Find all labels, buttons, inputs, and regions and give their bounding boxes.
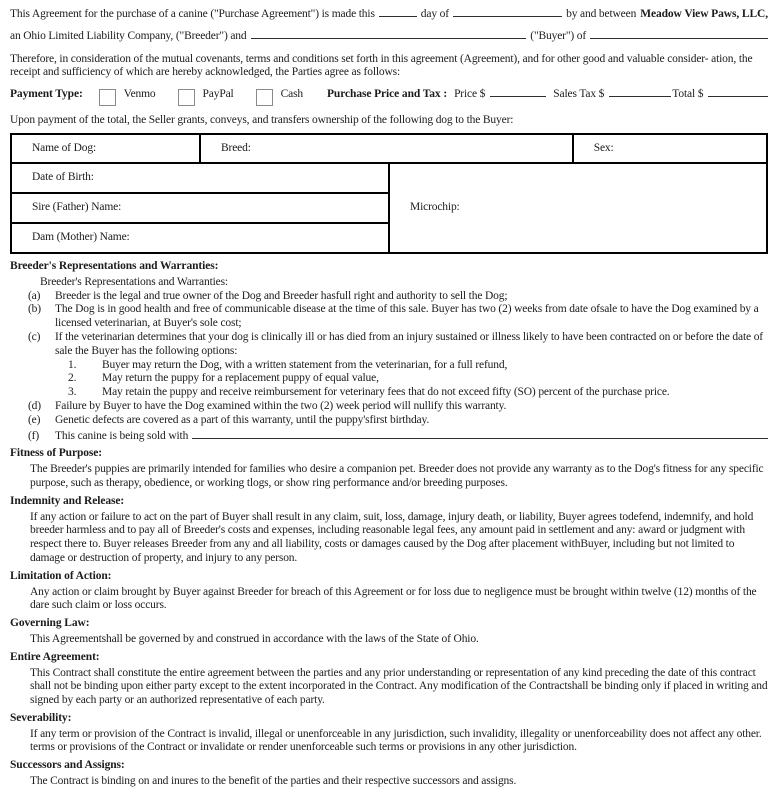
name-of-dog-label: Name of Dog: [32,141,96,154]
section-severability-heading: Severability: [10,711,72,724]
sales-tax-blank[interactable] [609,86,671,97]
section-limitation-heading: Limitation of Action: [10,569,112,582]
payment-type-row [10,86,768,108]
paypal-checkbox[interactable] [178,89,195,106]
warranty-item-b [28,303,768,331]
option-3-label: 3. [68,386,77,399]
buyer-name-blank[interactable] [251,28,527,39]
warranty-option-1 [68,359,768,373]
section-severability-body: If any term or provision of the Contract is invalid, illegal or unenforceable in any jurisdiction, such invalidity, illegality or unenforceability does not affect any other. terms or provisions of the Contract or invalidate or render unenforceable such terms or provisions in any other jurisdiction. [30,727,762,754]
total-blank[interactable] [708,86,768,97]
section-governing-law-heading: Governing Law: [10,617,90,630]
section-entire-agreement-body: This Contract shall constitute the entire agreement between the parties and any prior understanding or representation of any kind preceding the date of this contract shall not be binding upon either party except to the extent incorporated in the Contract. Any modification of the Contractshall be binding only if placed in writing and signed by each party or an authorized representative of each party. [30,666,768,707]
microchip-cell[interactable] [389,163,767,253]
item-e-text: Genetic defects are covered as a part of this warranty, until the puppy'sfirst birthday. [55,413,430,426]
breed-cell[interactable] [200,134,573,163]
warranty-item-c [28,331,768,359]
breed-label: Breed: [221,141,251,154]
date-of-birth-label: Date of Birth: [32,171,94,184]
day-of-label: day of [420,8,449,20]
intro-text-1: This Agreement for the purchase of a canine ("Purchase Agreement") is made this [10,8,375,20]
paypal-label: PayPal [202,88,234,101]
section-indemnity-body: If any action or failure to act on the part of Buyer shall result in any claim, suit, loss, damage, injury death, or liability, Buyer agrees todefend, indemnify, and hold breeder harmless and to pay all of Breeder's costs and expenses, including reasonable legal fees, any amount paid in settlement and any: award or judgment with respect there to. Buyer releases Breeder from any and all liability, costs or damages caused by the Dog after placement withBuyer, including but not limited to damage or destruction of property, and injury to any person. [30,510,754,564]
item-c-label: (c) [28,330,41,343]
section-fitness-heading: Fitness of Purpose: [10,447,103,460]
month-blank[interactable] [453,6,562,17]
dam-cell[interactable] [11,223,389,253]
price-blank[interactable] [490,86,546,97]
item-c-text: If the veterinarian determines that your dog is clinically ill or has died from an injury sustained or illness likely to have been contracted on or before the date of sale the Buyer has the following options: [55,330,763,357]
transfer-line: Upon payment of the total, the Seller grants, conveys, and transfers ownership of the following dog to the Buyer: [10,114,514,127]
section-successors-heading: Successors and Assigns: [10,759,125,772]
microchip-label: Microchip: [410,201,460,214]
section-entire-agreement-heading: Entire Agreement: [10,650,100,663]
warranty-item-a [28,290,768,304]
warranty-option-2 [68,372,768,386]
sire-cell[interactable] [11,193,389,223]
date-of-birth-cell[interactable] [11,163,389,193]
item-f-text: This canine is being sold with [55,429,189,442]
company-name: Meadow View Paws, LLC, [640,8,768,20]
warranty-item-f [28,428,768,444]
sex-cell[interactable] [573,134,767,163]
purchase-price-heading: Purchase Price and Tax : [327,88,448,101]
venmo-label: Venmo [123,88,156,101]
item-b-label: (b) [28,303,41,316]
sales-tax-label: Sales Tax $ [553,88,605,101]
option-2-text: May return the puppy for a replacement puppy of equal value, [102,372,379,385]
option-1-text: Buyer may return the Dog, with a written statement from the veterinarian, for a full refund, [102,358,508,371]
item-f-label: (f) [28,429,40,442]
item-a-label: (a) [28,289,41,302]
sex-label: Sex: [593,141,614,154]
section-limitation-body: Any action or claim brought by Buyer against Breeder for breach of this Agreement or for loss due to negligence must be brought within twelve (12) months of the dare such claim or loss occurs. [30,585,757,612]
buyer-address-blank[interactable] [590,28,768,39]
name-of-dog-cell[interactable] [11,134,200,163]
total-label: Total $ [672,88,704,101]
warranties-heading: Breeder's Representations and Warranties: [10,259,219,272]
price-label: Price $ [454,88,486,101]
sold-with-blank[interactable] [192,428,768,439]
item-d-label: (d) [28,399,41,412]
item-b-text: The Dog is in good health and free of communicable disease at the time of this sale. Buyer has two (2) weeks from date ofsale to have the Dog examined by a licensed veterinarian, at Buyer's sole cost; [55,303,759,330]
option-1-label: 1. [68,358,77,371]
venmo-checkbox[interactable] [99,89,116,106]
option-2-label: 2. [68,372,77,385]
dam-label: Dam (Mother) Name: [32,231,130,244]
warranty-item-d [28,400,768,414]
item-a-text: Breeder is the legal and true owner of the Dog and Breeder hasfull right and authority to sell the Dog; [55,289,508,302]
sire-label: Sire (Father) Name: [32,201,122,214]
section-successors-body: The Contract is binding on and inures to the benefit of the parties and their respective successors and assigns. [30,775,517,788]
intro-line-2 [10,28,768,44]
section-indemnity-heading: Indemnity and Release: [10,494,125,507]
by-and-between-label: by and between [566,8,637,20]
warranty-item-e [28,414,768,428]
payment-type-label: Payment Type: [10,88,83,101]
cash-checkbox[interactable] [256,89,273,106]
day-number-blank[interactable] [379,6,417,17]
warranties-subheading: Breeder's Representations and Warranties: [40,275,228,288]
dog-info-table [10,133,768,254]
intro-text-2: an Ohio Limited Liability Company, ("Breeder") and [10,29,247,42]
section-fitness-body: The Breeder's puppies are primarily intended for families who desire a companion pet. Breeder does not provide any warranty as to the Dog's fitness for any specific purpose, such as therapy, obedience, or working tlogs, or show ring performance and/or breeding purposes. [30,463,764,489]
buyer-of-label: ("Buyer") of [530,29,587,42]
option-3-text: May retain the puppy and receive reimbursement for veterinary fees that do not exceed fifty (SO) percent of the purchase price. [102,386,670,399]
intro-line-1 [10,6,768,22]
item-d-text: Failure by Buyer to have the Dog examined within the two (2) week period will nullify this warranty. [55,399,507,412]
consideration-paragraph: Therefore, in consideration of the mutual covenants, terms and conditions set forth in this agreement (Agreement), and for other good and valuable consider- ation, the receipt and sufficiency of which are hereby acknowledged, the Parties agree as follows: [10,52,753,79]
section-governing-law-body: This Agreementshall be governed by and construed in accordance with the laws of the State of Ohio. [30,632,479,645]
cash-label: Cash [280,88,303,101]
item-e-label: (e) [28,413,41,426]
warranty-option-3 [68,386,768,400]
